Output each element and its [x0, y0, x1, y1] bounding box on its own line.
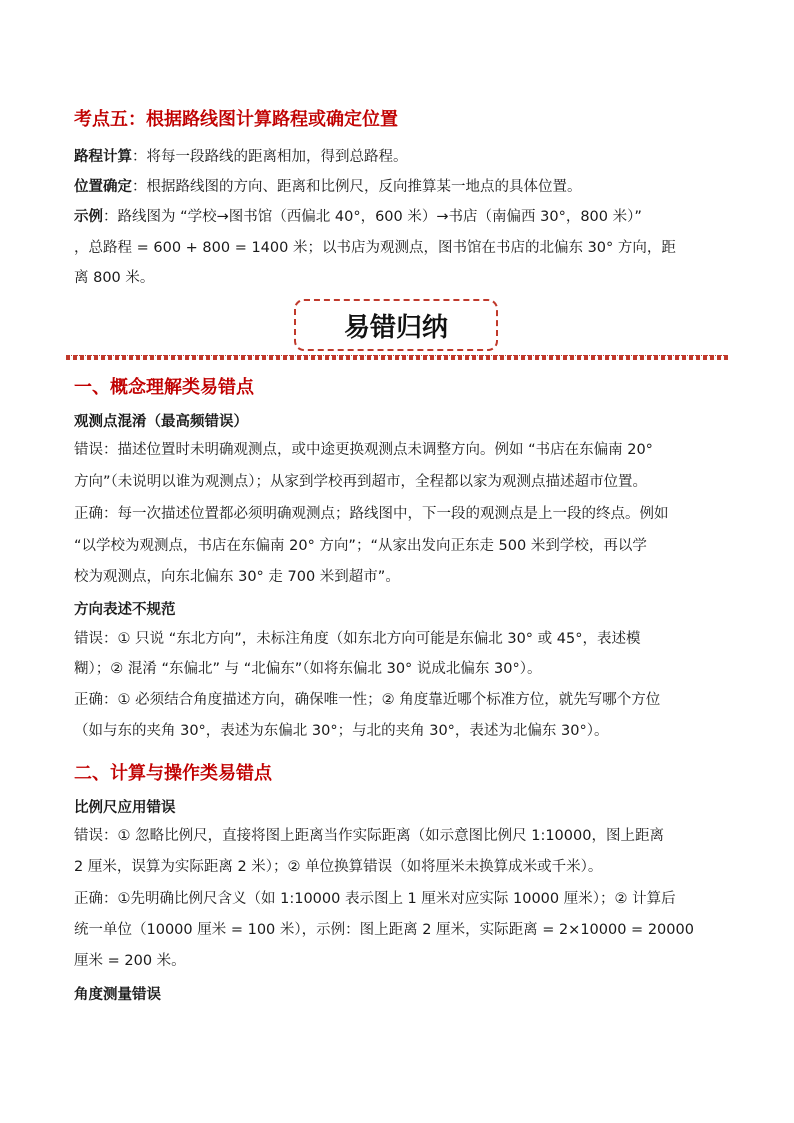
s1-line-5: 校为观测点，向东北偏东 30° 走 700 米到超市”。 [74, 569, 400, 585]
error-summary-banner [294, 299, 498, 351]
kaodian-title: 考点五：根据路线图计算路程或确定位置 [74, 109, 398, 130]
banner-title: 易错归纳 [343, 312, 448, 343]
s1-line-2: 方向”（未说明以谁为观测点）；从家到学校再到超市，全程都以家为观测点描述超市位置。 [74, 474, 648, 490]
section-1-sub-2: 方向表述不规范 [74, 602, 176, 618]
route-calc-text: ：将每一段路线的距离相加，得到总路程。 [132, 149, 408, 165]
route-calc-label: 路程计算 [74, 149, 132, 165]
section-1-sub-1: 观测点混淆（最高频错误） [74, 414, 248, 430]
s3-line-3: 正确：①先明确比例尺含义（如 1:10000 表示图上 1 厘米对应实际 10000 厘米）；② 计算后 [74, 891, 676, 907]
s3-line-5: 厘米 = 200 米。 [74, 953, 186, 969]
example-line-2: ，总路程 = 600 + 800 = 1400 米；以书店为观测点，图书馆在书店的北偏东 30° 方向，距 [74, 240, 676, 256]
example-line-3: 离 800 米。 [74, 270, 155, 286]
s2-line-1: 错误：① 只说 “东北方向”，未标注角度（如东北方向可能是东偏北 30° 或 45°，表述模 [74, 631, 641, 647]
section-2-title: 二、计算与操作类易错点 [74, 763, 272, 784]
section-2-sub-1: 比例尺应用错误 [74, 800, 176, 816]
position-text: ：根据路线图的方向、距离和比例尺，反向推算某一地点的具体位置。 [132, 179, 582, 195]
s1-line-1: 错误：描述位置时未明确观测点，或中途更换观测点未调整方向。例如 “书店在东偏南 20° [74, 442, 653, 458]
position-label: 位置确定 [74, 179, 132, 195]
s1-line-4: “以学校为观测点，书店在东偏南 20° 方向”；“从家出发向正东走 500 米到学校，再以学 [74, 538, 647, 554]
position-line [74, 177, 582, 197]
s1-line-3: 正确：每一次描述位置都必须明确观测点；路线图中，下一段的观测点是上一段的终点。例如 [74, 506, 669, 522]
s2-line-4: （如与东的夹角 30°，表述为东偏北 30°；与北的夹角 30°，表述为北偏东 30°）。 [74, 723, 609, 739]
dotted-divider [66, 355, 728, 360]
example-label: 示例 [74, 209, 103, 225]
section-2-sub-2: 角度测量错误 [74, 987, 161, 1003]
route-calc-line [74, 147, 408, 167]
s2-line-3: 正确：① 必须结合角度描述方向，确保唯一性；② 角度靠近哪个标准方位，就先写哪个方位 [74, 692, 661, 708]
s2-line-2: 糊）；② 混淆 “东偏北” 与 “北偏东”（如将东偏北 30° 说成北偏东 30°）。 [74, 661, 542, 677]
s3-line-4: 统一单位（10000 厘米 = 100 米），示例：图上距离 2 厘米，实际距离 = 2×10000 = 20000 [74, 922, 694, 938]
example-text-1: ：路线图为 “学校→图书馆（西偏北 40°，600 米）→书店（南偏西 30°，800 米）” [103, 209, 642, 225]
s3-line-2: 2 厘米，误算为实际距离 2 米）；② 单位换算错误（如将厘米未换算成米或千米）。 [74, 859, 603, 875]
section-1-title: 一、概念理解类易错点 [74, 377, 254, 398]
s3-line-1: 错误：① 忽略比例尺，直接将图上距离当作实际距离（如示意图比例尺 1:10000，图上距离 [74, 828, 664, 844]
example-line-1 [74, 207, 642, 227]
